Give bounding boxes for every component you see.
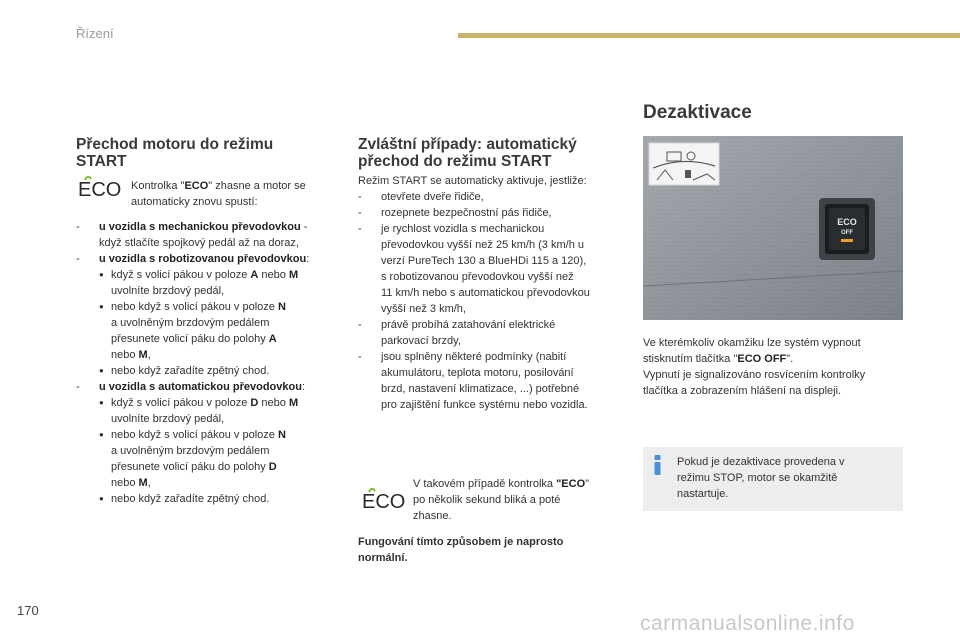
list-item: ● když s volicí pákou v poloze A nebo M uvolníte brzdový pedál, [99, 267, 346, 299]
deactivation-description: Ve kterémkoliv okamžiku lze systém vypnout stisknutím tlačítka "ECO OFF". Vypnutí je signalizováno rosvícením kontrolky tlačítka a zobrazením hlášení na displeji. [643, 337, 866, 397]
list-item: - je rychlost vozidla s mechanickou převodovkou vyšší než 25 km/h (3 km/h u verzí PureTech 130 a BlueHDi 115 a 120), s robotizovanou převodovkou vyšší než 11 km/h nebo s automatickou převodovkou vyšší než 3 km/h, [358, 221, 638, 317]
header-accent-bar [458, 33, 960, 38]
dashboard-illustration [643, 136, 903, 320]
heading-start-mode: Přechod motoru do režimu START [76, 136, 274, 170]
list-item: ● nebo když s volicí pákou v poloze N a uvolněným brzdovým pedálem přesunete volicí páku do polohy D nebo M, [99, 427, 346, 491]
watermark: carmanualsonline.info [640, 612, 855, 635]
heading-special-cases: Zvláštní případy: automatický přechod do režimu START [358, 136, 577, 170]
page-number: 170 [17, 603, 39, 618]
list-item: ● nebo když zařadíte zpětný chod. [99, 363, 346, 379]
list-item: ● když s volicí pákou v poloze D nebo M uvolníte brzdový pedál, [99, 395, 346, 427]
list-item: ● nebo když zařadíte zpětný chod. [99, 491, 346, 507]
intro-text: Kontrolka "ECO" zhasne a motor se automaticky znovu spustí: [131, 180, 306, 208]
list-item: ● nebo když s volicí pákou v poloze N a uvolněným brzdovým pedálem přesunete volicí páku do polohy A nebo M, [99, 299, 346, 363]
list-item: - u vozidla s automatickou převodovkou: ● když s volicí pákou v poloze D nebo M uvolníte brzdový pedál, ● nebo když s volicí pákou v poloze N a uvolněným brzdovým pedálem přesunete volicí páku do polohy D nebo M, ● nebo když zařadíte zpětný chod. [76, 379, 346, 507]
normal-operation-note: Fungování tímto způsobem je naprosto normální. [358, 536, 564, 564]
eco-off-button-photo [643, 136, 903, 320]
eco-blink-text: V takovém případě kontrolka "ECO" po několik sekund bliká a poté zhasne. [413, 478, 590, 522]
info-note-text: Pokud je dezaktivace provedena v režimu STOP, motor se okamžitě nastartuje. [677, 456, 845, 500]
heading-deactivation: Dezaktivace [643, 102, 752, 123]
list-item: - otevřete dveře řidiče, [358, 189, 638, 205]
list-item: - rozepnete bezpečnostní pás řidiče, [358, 205, 638, 221]
svg-text:ECO: ECO [362, 491, 406, 513]
svg-text:OFF: OFF [841, 230, 853, 236]
section-title: Řízení [76, 26, 114, 41]
info-icon [651, 455, 664, 475]
start-conditions-list [76, 219, 346, 507]
eco-icon [360, 488, 408, 514]
info-note-box [643, 447, 903, 511]
list-item: - u vozidla s mechanickou převodovkou - když stlačíte spojkový pedál až na doraz, [76, 219, 346, 251]
eco-icon [76, 176, 124, 202]
list-item: - jsou splněny některé podmínky (nabití akumulátoru, teplota motoru, posilování brzd, nastavení klimatizace, ...) potřebné pro zajištění funkce systému nebo vozidla. [358, 349, 638, 413]
list-item: - u vozidla s robotizovanou převodovkou: ● když s volicí pákou v poloze A nebo M uvolníte brzdový pedál, ● nebo když s volicí pákou v poloze N a uvolněným brzdovým pedálem přesunete volicí páku do polohy A nebo M, ● nebo když zařadíte zpětný chod. [76, 251, 346, 379]
svg-text:ECO: ECO [78, 179, 122, 201]
special-cases-text: Režim START se automaticky aktivuje, jestliže: - otevřete dveře řidiče, - rozepnete bezpečnostní pás řidiče, - je rychlost vozidla s mechanickou převodovkou vyšší než 25 km/h (3 km/h u verzí PureTech 130 a BlueHDi 115 a 120), s robotizovanou převodovkou vyšší než 11 km/h nebo s automatickou převodovkou vyšší než 3 km/h, - právě probíhá zatahování elektrické parkovací brzdy, - jsou splněny některé podmínky (nabití akumulátoru, teplota motoru, posilování brzd, nastavení klimatizace, ...) potřebné pro zajištění funkce systému nebo vozidla. [358, 173, 638, 413]
list-item: - právě probíhá zatahování elektrické parkovací brzdy, [358, 317, 638, 349]
svg-text:ECO: ECO [837, 217, 857, 227]
